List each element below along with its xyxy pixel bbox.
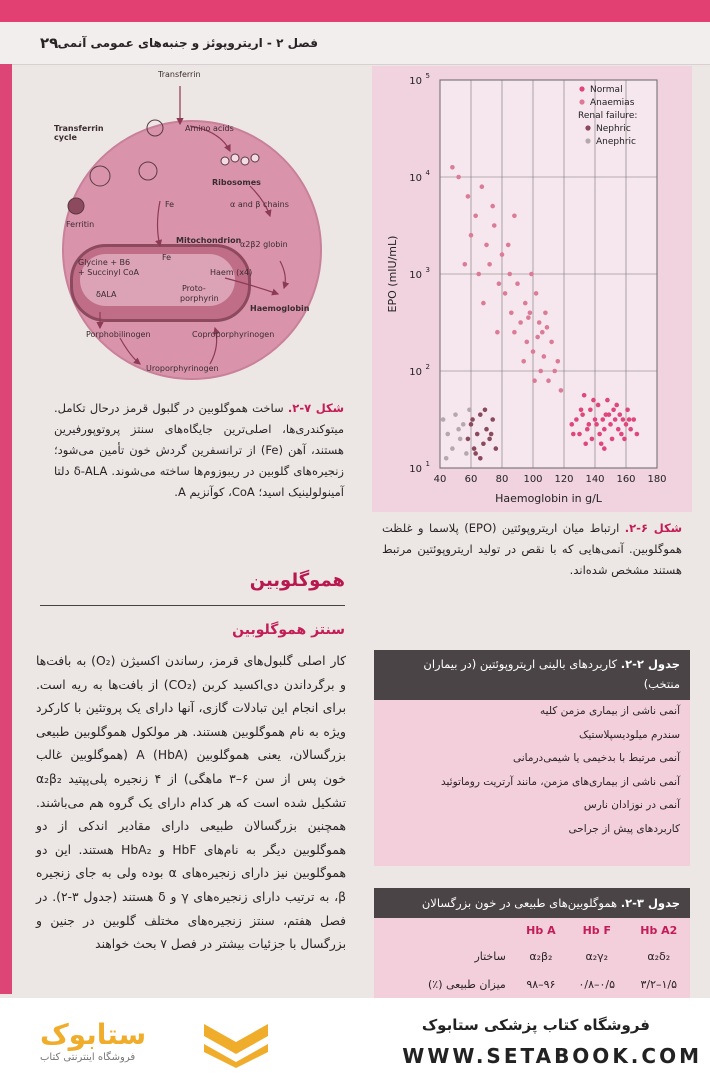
y-tick-label: 10 <box>409 173 422 184</box>
section-title: هموگلوبین <box>249 570 345 591</box>
data-point <box>500 252 505 257</box>
data-point <box>625 408 630 413</box>
data-point <box>621 417 626 422</box>
chapter-title: فصل ۲ - اریتروپوئز و جنبه‌های عمومی آنمی <box>57 36 318 50</box>
data-point <box>600 417 605 422</box>
data-point <box>480 184 485 189</box>
data-point <box>506 243 511 248</box>
data-point <box>525 340 530 345</box>
data-point <box>473 214 478 219</box>
data-point <box>476 272 481 277</box>
data-point <box>587 422 592 427</box>
data-point <box>543 311 548 316</box>
x-tick-label: 40 <box>433 474 447 485</box>
label-succinyl: + Succinyl CoA <box>78 268 139 277</box>
label-haem: Haem (x4) <box>210 268 253 277</box>
data-point <box>552 369 557 374</box>
legend-marker <box>585 125 590 130</box>
data-point <box>607 412 612 417</box>
y-tick-exponent: 5 <box>425 72 430 80</box>
epo-scatter-chart <box>372 66 692 512</box>
data-point <box>602 446 607 451</box>
data-point <box>518 320 523 325</box>
page-number: ۲۹ <box>40 34 59 52</box>
data-point <box>484 427 489 432</box>
y-tick-label: 10 <box>409 270 422 281</box>
legend-title: Renal failure: <box>578 111 638 121</box>
data-point <box>470 417 475 422</box>
y-tick-label: 10 <box>409 367 422 378</box>
data-point <box>597 432 602 437</box>
data-point <box>529 272 534 277</box>
label-porphobilinogen: Porphobilinogen <box>86 330 151 339</box>
data-point <box>515 281 520 286</box>
data-point <box>571 432 576 437</box>
legend-marker <box>579 86 584 91</box>
table-2-number: جدول ۲-۲. <box>620 657 680 671</box>
data-point <box>483 408 488 413</box>
x-tick-label: 160 <box>616 474 636 485</box>
data-point <box>490 417 495 422</box>
data-point <box>590 437 595 442</box>
data-point <box>624 422 629 427</box>
table-cell: ۳/۲–۱/۵ <box>640 977 678 991</box>
data-point <box>546 378 551 383</box>
table-cell: α₂γ₂ <box>585 949 609 963</box>
data-point <box>475 432 480 437</box>
data-point <box>469 233 474 238</box>
data-point <box>631 417 636 422</box>
table-row <box>374 942 690 970</box>
data-point <box>593 417 598 422</box>
label-ribosomes: Ribosomes <box>212 178 261 187</box>
data-point <box>611 408 616 413</box>
data-point <box>608 422 613 427</box>
hemoglobin-table <box>374 918 690 998</box>
data-point <box>599 441 604 446</box>
legend-marker <box>585 138 590 143</box>
table-cell: ۰/۸–۰/۵ <box>578 977 616 991</box>
table-row: آنمی ناشی از بیماری مزمن کلیه <box>540 705 680 717</box>
data-point <box>582 393 587 398</box>
data-point <box>528 311 533 316</box>
data-point <box>577 432 582 437</box>
data-point <box>487 262 492 267</box>
label-transferrin: Transferrin <box>158 70 201 79</box>
y-tick-exponent: 1 <box>425 460 430 468</box>
data-point <box>591 398 596 403</box>
figure-7-caption <box>54 398 344 503</box>
data-point <box>484 243 489 248</box>
row-label: میزان طبیعی (٪) <box>428 977 506 991</box>
y-tick-exponent: 3 <box>425 266 430 274</box>
brand-logo: ستابوک <box>40 1018 147 1051</box>
store-name: فروشگاه کتاب پزشکی ستابوک <box>421 1016 650 1034</box>
y-tick-exponent: 4 <box>425 169 430 177</box>
data-point <box>441 417 446 422</box>
data-point <box>492 223 497 228</box>
figure-6-number: شکل ۶-۲. <box>624 521 683 535</box>
table-3-body <box>374 918 690 998</box>
top-color-band <box>0 0 710 22</box>
subsection-title: سنتز هموگلوبین <box>232 622 345 638</box>
label-coproporphyrinogen: Coproporphyrinogen <box>192 330 275 339</box>
data-point <box>628 427 633 432</box>
x-tick-label: 120 <box>554 474 574 485</box>
data-point <box>497 281 502 286</box>
x-tick-label: 140 <box>585 474 605 485</box>
data-point <box>579 408 584 413</box>
figure-7-caption-text: ساخت هموگلوبین در گلبول قرمز درحال تکامل. میتوکندری‌ها، اصلی‌ترین جایگاه‌های سنتز پروتوپورفیرین هستند، آهن (Fe) از ترانسفرین گردش خون تأمین می‌شود؛ زنجیره‌های گلوبین در ریبوزوم‌ها ساخته می‌شوند. δ-ALA دلتا آمینولولینیک اسید؛ CoA، کوآنزیم A. <box>54 401 344 499</box>
data-point <box>467 408 472 413</box>
table-header-cell: Hb A <box>526 923 556 937</box>
label-alpha-beta-chains: α and β chains <box>230 200 289 209</box>
data-point <box>450 446 455 451</box>
body-paragraph: کار اصلی گلبول‌های قرمز، رساندن اکسیژن (O₂) به بافت‌ها و برگرداندن دی‌اکسید کربن (CO₂) از بافت‌ها به ریه است. برای انجام این تبادلات گازی، آنها دارای یک پروتئین با کارکرد ویژه به نام هموگلوبین هستند. هر مولکول هموگلوبین طبیعی بزرگسالان، یعنی هموگلوبین A (HbA) (هموگلوبین غالب خون پس از سن ۶–۳ ماهگی) از ۴ زنجیره پلی‌پپتید α₂β₂ تشکیل شده است که هر کدام دارای یک گروه هم می‌باشند. همچنین بزرگسالان طبیعی دارای مقادیر اندکی از دو هموگلوبین دیگر به نام‌های HbF و HbA₂ هستند. این دو هموگلوبین نیز دارای زنجیره‌های α بوده ولی به جای زنجیره β، به ترتیب دارای زنجیره‌های γ و δ هستند (جدول ۳-۲). در فصل هفتم، سنتز زنجیره‌های مختلف گلوبین در جنین و بزرگسال با جزئیات بیشتر در فصل ۷ بحث خواهند <box>36 654 346 952</box>
data-point <box>545 325 550 330</box>
y-axis-label: EPO (mIU/mL) <box>386 235 399 313</box>
data-point <box>512 214 517 219</box>
table-3-header <box>374 888 690 918</box>
data-point <box>549 340 554 345</box>
data-point <box>456 427 461 432</box>
data-point <box>473 451 478 456</box>
label-transferrin-cycle: Transferrin cycle <box>54 124 104 142</box>
data-point <box>574 417 579 422</box>
table-3-title: هموگلوبین‌های طبیعی در خون بزرگسالان <box>421 896 618 910</box>
data-point <box>478 456 483 461</box>
x-tick-label: 60 <box>464 474 478 485</box>
data-point <box>559 388 564 393</box>
data-point <box>610 437 615 442</box>
data-point <box>481 301 486 306</box>
data-point <box>531 349 536 354</box>
label-glycine: Glycine + B6 <box>78 258 131 267</box>
data-point <box>532 378 537 383</box>
label-proto: Proto- <box>182 284 206 293</box>
data-point <box>613 417 618 422</box>
data-point <box>618 412 623 417</box>
data-point <box>569 422 574 427</box>
data-point <box>463 262 468 267</box>
table-row: کاربردهای پیش از جراحی <box>568 822 680 835</box>
y-tick-exponent: 2 <box>425 363 430 371</box>
data-point <box>469 422 474 427</box>
table-row: آنمی در نوزادان نارس <box>583 799 680 811</box>
row-label: ساختار <box>474 949 506 963</box>
data-point <box>453 412 458 417</box>
data-point <box>464 451 469 456</box>
x-axis-label: Haemoglobin in g/L <box>495 492 602 505</box>
x-tick-label: 100 <box>523 474 543 485</box>
label-mitochondrion: Mitochondrion <box>176 236 242 245</box>
brand-tagline: فروشگاه اینترنتی کتاب <box>40 1052 136 1063</box>
page-edge-strip <box>0 64 12 994</box>
data-point <box>461 422 466 427</box>
data-point <box>580 412 585 417</box>
data-point <box>556 359 561 364</box>
table-header-cell: Hb A2 <box>640 923 678 937</box>
data-point <box>523 301 528 306</box>
legend-label: Anephric <box>596 137 636 147</box>
data-point <box>503 291 508 296</box>
label-amino-acids: Amino acids <box>185 124 234 133</box>
data-point <box>466 437 471 442</box>
data-point <box>450 165 455 170</box>
data-point <box>489 432 494 437</box>
label-porphyrin: porphyrin <box>180 294 219 303</box>
x-tick-label: 180 <box>647 474 667 485</box>
data-point <box>509 311 514 316</box>
y-tick-label: 10 <box>409 76 422 87</box>
x-tick-label: 80 <box>495 474 509 485</box>
data-point <box>490 204 495 209</box>
legend-label: Anaemias <box>590 98 635 108</box>
data-point <box>487 437 492 442</box>
table-2-title: کاربردهای بالینی اریتروپوئتین (در بیماران منتخب) <box>423 657 680 691</box>
data-point <box>494 446 499 451</box>
data-point <box>540 330 545 335</box>
data-point <box>526 315 531 320</box>
data-point <box>478 412 483 417</box>
data-point <box>507 272 512 277</box>
data-point <box>622 437 627 442</box>
data-point <box>619 432 624 437</box>
figure-7-number: شکل ۷-۲. <box>287 401 345 415</box>
label-uroporphyrinogen: Uroporphyrinogen <box>146 364 219 373</box>
data-point <box>614 403 619 408</box>
y-tick-label: 10 <box>409 464 422 475</box>
data-point <box>627 417 632 422</box>
table-cell: ۹۸–۹۶ <box>526 977 556 991</box>
data-point <box>534 291 539 296</box>
table-3-number: جدول ۳-۲. <box>620 896 680 910</box>
table-cell: α₂β₂ <box>529 949 553 963</box>
table-row <box>374 970 690 998</box>
data-point <box>616 427 621 432</box>
label-a2b2-globin: α2β2 globin <box>240 240 288 249</box>
table-row: آنمی مرتبط با بدخیمی یا شیمی‌درمانی <box>512 752 680 764</box>
data-point <box>588 408 593 413</box>
data-point <box>537 320 542 325</box>
table-row: سندرم میلودیسپلاستیک <box>578 728 680 741</box>
section-divider <box>40 605 345 606</box>
figure-6-caption-text: ارتباط میان اریتروپوئتین (EPO) پلاسما و غلظت هموگلوبین. آنمی‌هایی که با نقص در تولید اریتروپوئتین مرتبط هستند مشخص شده‌اند. <box>382 521 682 577</box>
data-point <box>594 422 599 427</box>
legend-marker <box>579 99 584 104</box>
data-point <box>521 359 526 364</box>
data-point <box>585 427 590 432</box>
data-point <box>472 446 477 451</box>
table-header-cell: Hb F <box>582 923 611 937</box>
data-point <box>512 330 517 335</box>
table-2-body <box>374 700 690 866</box>
legend-label: Normal <box>590 85 623 95</box>
data-point <box>542 354 547 359</box>
diagram-arrows <box>40 66 340 396</box>
figure-6-caption <box>382 518 682 581</box>
table-2-header <box>374 650 690 700</box>
data-point <box>466 194 471 199</box>
data-point <box>495 330 500 335</box>
data-point <box>596 403 601 408</box>
data-point <box>444 456 449 461</box>
store-url[interactable]: WWW.SETABOOK.COM <box>402 1044 702 1068</box>
table-cell: α₂δ₂ <box>647 949 671 963</box>
label-ferritin: Ferritin <box>66 220 95 229</box>
data-point <box>458 437 463 442</box>
data-point <box>605 398 610 403</box>
table-header-cell <box>374 918 516 942</box>
data-point <box>602 427 607 432</box>
chevron-logo-icon <box>200 1020 272 1068</box>
label-ala: δALA <box>96 290 117 299</box>
label-haemoglobin: Haemoglobin <box>250 304 310 313</box>
label-fe-2: Fe <box>162 253 172 262</box>
data-point <box>538 369 543 374</box>
data-point <box>445 432 450 437</box>
data-point <box>635 432 640 437</box>
label-fe-1: Fe <box>165 200 175 209</box>
data-point <box>535 335 540 340</box>
table-row: آنمی ناشی از بیماری‌های مزمن، مانند آرتریت روماتوئید <box>441 775 680 788</box>
data-point <box>481 441 486 446</box>
legend-label: Nephric <box>596 124 631 134</box>
data-point <box>583 441 588 446</box>
data-point <box>456 175 461 180</box>
